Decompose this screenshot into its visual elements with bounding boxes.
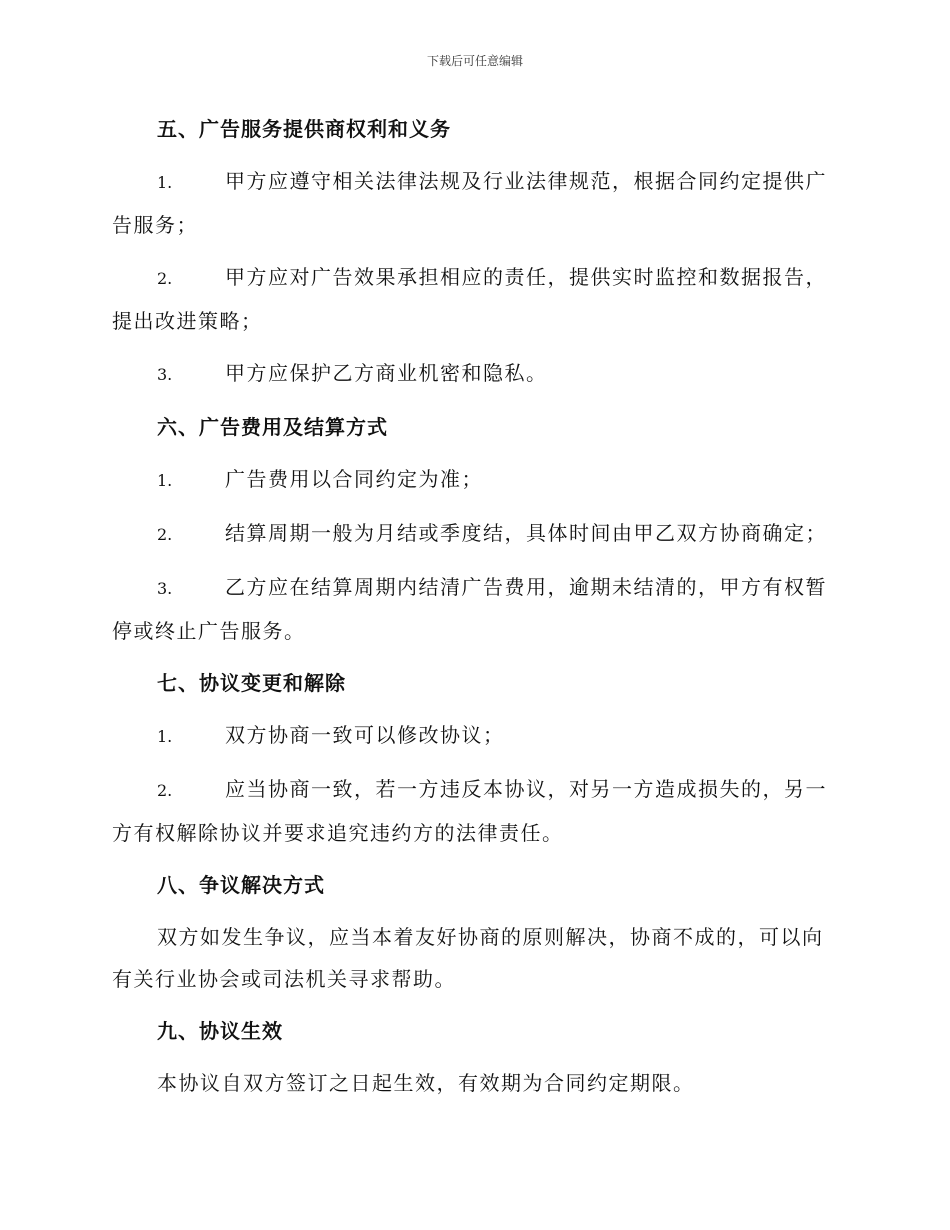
list-item [112, 768, 832, 854]
item-text: 结算周期一般为月结或季度结，具体时间由甲乙双方协商确定； [225, 521, 827, 545]
item-number: 1. [157, 727, 173, 746]
list-item [112, 714, 832, 758]
item-text: 甲方应遵守相关法律法规及行业法律规范，根据合同约定提供广告服务； [112, 169, 827, 237]
section-heading-7: 七、协议变更和解除 [157, 671, 346, 695]
item-number: 1. [157, 173, 173, 192]
item-text: 乙方应在结算周期内结清广告费用，逾期未结清的，甲方有权暂停或终止广告服务。 [112, 575, 827, 643]
list-item [112, 160, 832, 246]
item-number: 1. [157, 471, 173, 490]
section-heading-6: 六、广告费用及结算方式 [157, 415, 388, 439]
page-header: 下载后可任意编辑 [426, 54, 523, 68]
list-item [112, 352, 832, 396]
section-heading-5: 五、广告服务提供商权利和义务 [157, 117, 451, 141]
list-item [112, 566, 832, 652]
document-body [112, 108, 832, 1114]
list-item [112, 458, 832, 502]
item-text: 双方协商一致可以修改协议； [225, 723, 505, 747]
item-text: 应当协商一致，若一方违反本协议，对另一方造成损失的，另一方有权解除协议并要求追究违约方的法律责任。 [112, 777, 827, 845]
section-paragraph: 本协议自双方签订之日起生效，有效期为合同约定期限。 [157, 1071, 695, 1095]
list-item [112, 512, 832, 556]
section-heading-8: 八、争议解决方式 [157, 873, 325, 897]
item-text: 广告费用以合同约定为准； [225, 467, 483, 491]
item-number: 3. [157, 365, 173, 384]
item-number: 3. [157, 579, 173, 598]
section-paragraph: 双方如发生争议，应当本着友好协商的原则解决，协商不成的，可以向有关行业协会或司法机关寻求帮助。 [112, 925, 824, 991]
item-number: 2. [157, 525, 173, 544]
item-number: 2. [157, 781, 173, 800]
section-heading-9: 九、协议生效 [157, 1019, 283, 1043]
item-number: 2. [157, 269, 173, 288]
item-text: 甲方应对广告效果承担相应的责任，提供实时监控和数据报告，提出改进策略； [112, 265, 827, 333]
item-text: 甲方应保护乙方商业机密和隐私。 [225, 361, 548, 385]
list-item [112, 256, 832, 342]
